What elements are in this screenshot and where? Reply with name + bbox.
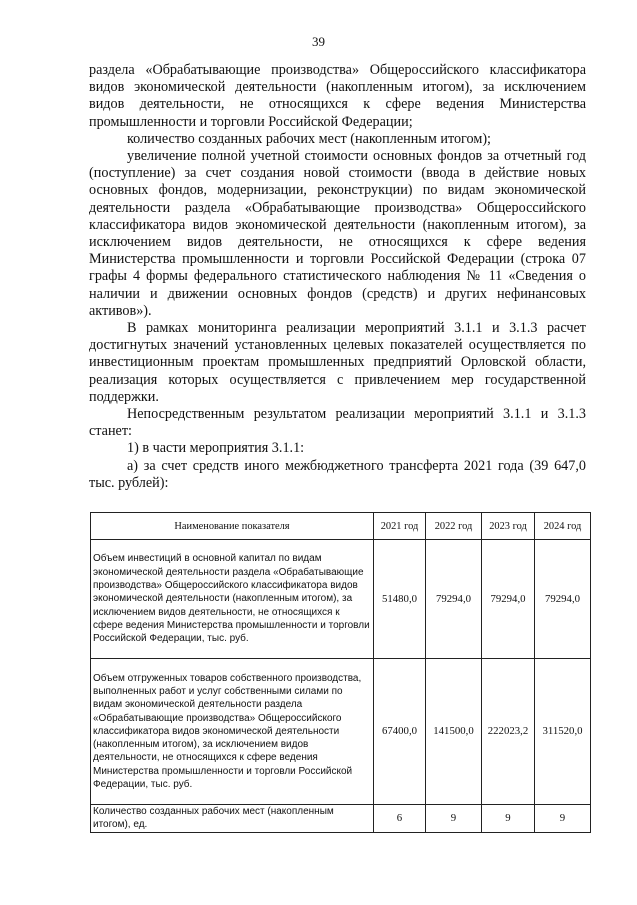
paragraph: а) за счет средств иного межбюджетного трансферта 2021 года (39 647,0 тыс. рублей): [89, 457, 586, 491]
value-2021: 67400,0 [374, 659, 426, 805]
indicators-table [90, 512, 591, 833]
value-2022: 79294,0 [426, 540, 482, 659]
column-header-2023: 2023 год [482, 513, 535, 540]
value-2021: 51480,0 [374, 540, 426, 659]
paragraph: количество созданных рабочих мест (накопленным итогом); [127, 130, 491, 147]
table-row [91, 540, 591, 659]
value-2022: 141500,0 [426, 659, 482, 805]
value-2024: 79294,0 [535, 540, 591, 659]
indicator-label: Количество созданных рабочих мест (накопленным итогом), ед. [91, 805, 374, 833]
body-text [89, 62, 586, 492]
column-header-2024: 2024 год [535, 513, 591, 540]
value-2022: 9 [426, 805, 482, 833]
indicator-label: Объем отгруженных товаров собственного производства, выполненных работ и услуг собственными силами по видам экономической деятельности раздела «Обрабатывающие производства» Общероссийского классификатора видов экономической деятельности (накопленным итогом), за исключением видов деятельности, не относящихся к сфере ведения Министерства промышленности и торговли Российской Федерации, тыс. руб. [91, 659, 374, 805]
value-2023: 79294,0 [482, 540, 535, 659]
value-2023: 9 [482, 805, 535, 833]
paragraph: В рамках мониторинга реализации мероприятий 3.1.1 и 3.1.3 расчет достигнутых значений установленных целевых показателей осуществляется по инвестиционным проектам промышленных предприятий Орловской области, реализация которых осуществляется с привлечением мер государственной поддержки. [89, 320, 586, 405]
paragraph: Непосредственным результатом реализации мероприятий 3.1.1 и 3.1.3 станет: [89, 406, 586, 440]
table-header-row [91, 513, 591, 540]
column-header-2022: 2022 год [426, 513, 482, 540]
indicator-label: Объем инвестиций в основной капитал по видам экономической деятельности раздела «Обрабатывающие производства» Общероссийского классификатора видов экономической деятельности (накопленным итогом), за исключением видов деятельности, не относящихся к сфере ведения Министерства промышленности и торговли Российской Федерации, тыс. руб. [91, 540, 374, 659]
value-2024: 9 [535, 805, 591, 833]
paragraph: увеличение полной учетной стоимости основных фондов за отчетный год (поступление) за счет создания новой стоимости (ввода в действие новых основных фондов, модернизации, реконструкции) по видам экономической деятельности раздела «Обрабатывающие производства» Общероссийского классификатора видов экономической деятельности (накопленным итогом), за исключением видов деятельности, не относящихся к сфере ведения Министерства промышленности и торговли Российской Федерации (строка 07 графы 4 формы федерального статистического наблюдения № 11 «Сведения о наличии и движении основных фондов (средств) и других нефинансовых активов»). [89, 148, 586, 319]
paragraph: 1) в части мероприятия 3.1.1: [127, 440, 305, 457]
column-header-indicator: Наименование показателя [91, 513, 374, 540]
value-2023: 222023,2 [482, 659, 535, 805]
page-number: 39 [312, 34, 325, 49]
table-row [91, 659, 591, 805]
table-row [91, 805, 591, 833]
column-header-2021: 2021 год [374, 513, 426, 540]
paragraph: раздела «Обрабатывающие производства» Общероссийского классификатора видов экономической деятельности (накопленным итогом), за исключением видов деятельности, не относящихся к сфере ведения Министерства промышленности и торговли Российской Федерации; [89, 62, 586, 130]
value-2021: 6 [374, 805, 426, 833]
value-2024: 311520,0 [535, 659, 591, 805]
